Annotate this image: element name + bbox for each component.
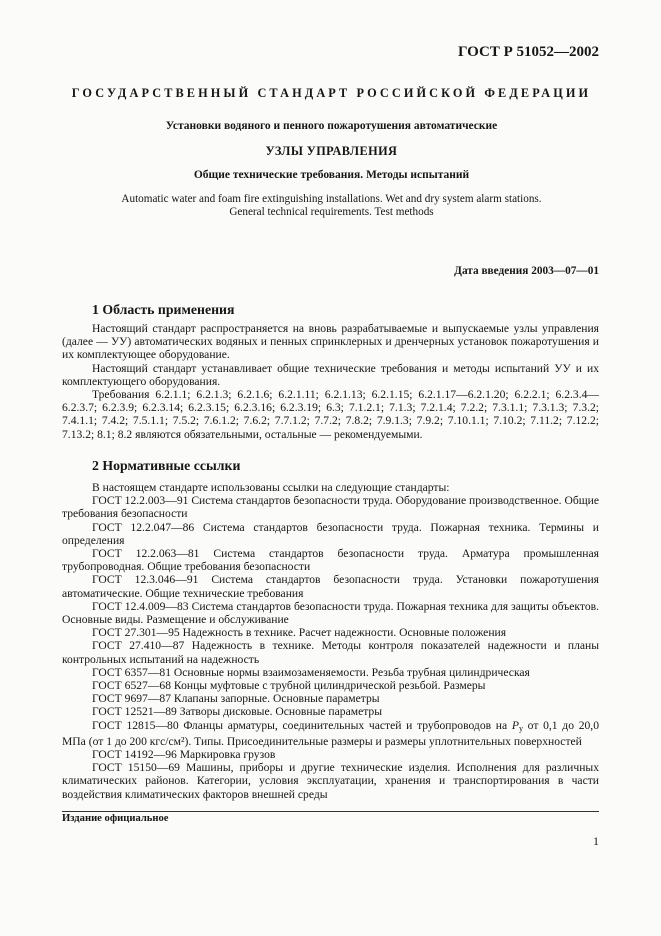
- reference-item: ГОСТ 12.4.009—83 Система стандартов безопасности труда. Пожарная техника для защиты объектов. Основные виды. Размещение и обслуживание: [62, 599, 599, 627]
- official-edition-label: Издание официальное: [62, 813, 169, 824]
- english-title: [64, 193, 599, 219]
- english-title-line-1: Automatic water and foam fire extinguishing installations. Wet and dry system alarm stations.: [121, 193, 542, 205]
- paragraph: Требования 6.2.1.1; 6.2.1.3; 6.2.1.6; 6.2.1.11; 6.2.1.13; 6.2.1.15; 6.2.1.17—6.2.1.20; 6.2.2.1; 6.2.3.4—6.2.3.7; 6.2.3.9; 6.2.3.14; 6.2.3.15; 6.2.3.16; 6.2.3.19; 6.3; 7.1.2.1; 7.1.3; 7.2.1.4; 7.2.2; 7.3.1.1; 7.3.1.3; 7.3.2; 7.4.1.1; 7.4.2; 7.5.1.1; 7.5.2; 7.6.1.2; 7.6.2; 7.7.1.2; 7.7.2; 7.8.2; 7.9.1.3; 7.9.2; 7.10.1.1; 7.10.2; 7.11.2; 7.12.2; 7.13.2; 8.1; 8.2 являются обязательными, остальные — рекомендуемыми.: [62, 388, 599, 441]
- introduction-date: Дата введения 2003—07—01: [454, 265, 599, 277]
- reference-item: [62, 719, 599, 748]
- english-title-line-2: General technical requirements. Test methods: [229, 206, 434, 218]
- paragraph: В настоящем стандарте использованы ссылки на следующие стандарты:: [92, 481, 450, 494]
- paragraph: Настоящий стандарт распространяется на вновь разрабатываемые и выпускаемые узлы управления (далее — УУ) автоматических водяных и пенных спринклерных и дренчерных установок пожаротушения и их комплектующее оборудование.: [62, 322, 599, 362]
- reference-item: ГОСТ 27.410—87 Надежность в технике. Методы контроля показателей надежности и планы контрольных испытаний на надежность: [62, 639, 599, 666]
- reference-item: ГОСТ 6357—81 Основные нормы взаимозаменяемости. Резьба трубная цилиндрическая: [92, 665, 530, 679]
- title-line-2: УЗЛЫ УПРАВЛЕНИЯ: [265, 144, 398, 158]
- section-1-heading: 1 Область применения: [92, 302, 235, 317]
- reference-item: ГОСТ 27.301—95 Надежность в технике. Расчет надежности. Основные положения: [92, 626, 507, 640]
- footer-divider: [62, 811, 599, 812]
- section-2-heading: 2 Нормативные ссылки: [92, 458, 241, 473]
- reference-item: ГОСТ 9697—87 Клапаны запорные. Основные параметры: [92, 692, 380, 706]
- reference-item: ГОСТ 14192—96 Маркировка грузов: [92, 748, 276, 762]
- title-line-3: Общие технические требования. Методы испытаний: [193, 169, 470, 181]
- reference-item: ГОСТ 15150—69 Машины, приборы и другие технические изделия. Исполнения для различных климатических районов. Категории, условия эксплуатации, хранения и транспортирования в части воздействия климатических факторов внешней среды: [62, 761, 599, 801]
- reference-item: ГОСТ 12.2.063—81 Система стандартов безопасности труда. Арматура промышленная трубопроводная. Общие требования безопасности: [62, 547, 599, 574]
- reference-text: от 0,1 до 20,0 МПа (от 1 до 200 кгс/см²). Типы. Присоединительные размеры и размеры уплотнительных поверхностей: [62, 718, 599, 748]
- title-line-1: Установки водяного и пенного пожаротушения автоматические: [165, 120, 498, 132]
- standard-code: ГОСТ Р 51052—2002: [457, 44, 599, 60]
- section-1-body: [62, 322, 599, 441]
- paragraph: Настоящий стандарт устанавливает общие технические требования и методы испытаний УУ и их комплектующего оборудования.: [62, 361, 599, 388]
- reference-item: ГОСТ 12.2.047—86 Система стандартов безопасности труда. Пожарная техника. Термины и определения: [62, 520, 599, 547]
- pressure-subscript: y: [518, 723, 523, 733]
- page-number: 1: [593, 834, 599, 848]
- section-2-body: [62, 481, 599, 801]
- state-standard-heading: ГОСУДАРСТВЕННЫЙ СТАНДАРТ РОССИЙСКОЙ ФЕДЕРАЦИИ: [71, 86, 592, 100]
- pressure-symbol: P: [511, 718, 519, 732]
- reference-item: ГОСТ 12.2.003—91 Система стандартов безопасности труда. Оборудование производственное. Общие требования безопасности: [62, 494, 599, 521]
- reference-item: ГОСТ 12521—89 Затворы дисковые. Основные параметры: [92, 705, 383, 719]
- reference-item: ГОСТ 6527—68 Концы муфтовые с трубной цилиндрической резьбой. Размеры: [92, 679, 486, 693]
- reference-item: ГОСТ 12.3.046—91 Система стандартов безопасности труда. Установки пожаротушения автоматические. Общие технические требования: [62, 573, 599, 600]
- reference-text: ГОСТ 12815—80 Фланцы арматуры, соединительных частей и трубопроводов на: [92, 718, 512, 732]
